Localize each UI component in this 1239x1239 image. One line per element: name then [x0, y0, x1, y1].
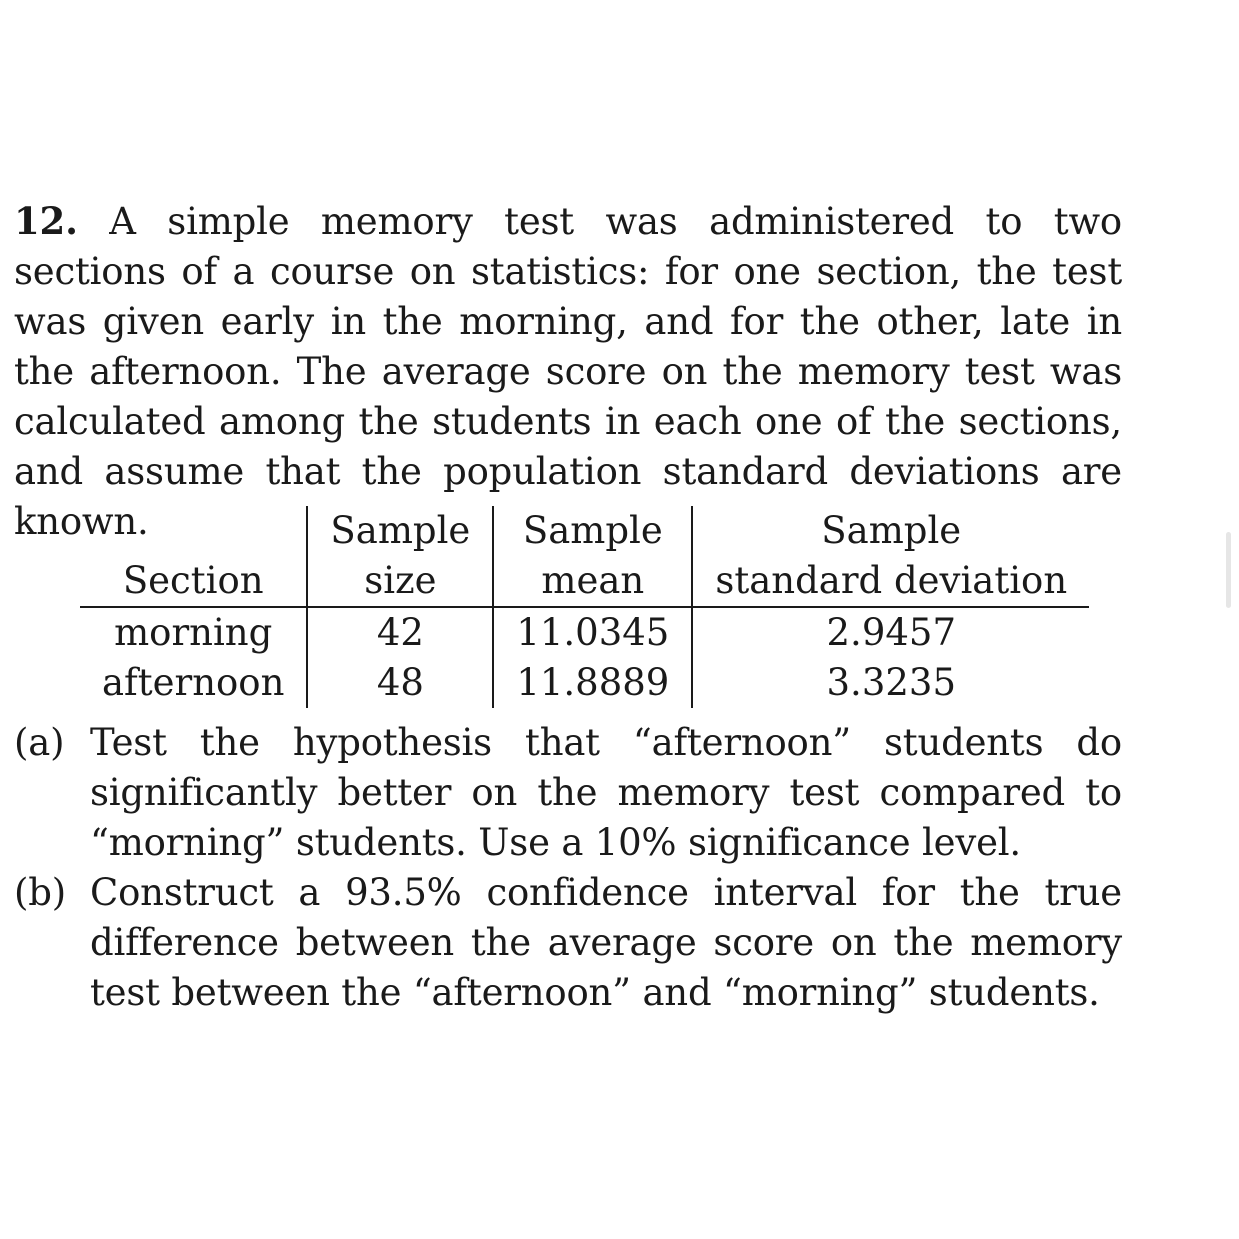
header-mean-top: Sample: [493, 506, 692, 556]
header-section-top: [80, 506, 307, 556]
header-size-top: Sample: [307, 506, 493, 556]
cell-sd: 2.9457: [692, 607, 1089, 658]
problem-number: 12.: [14, 199, 78, 243]
part-a-label: (a): [14, 721, 65, 764]
part-b-label: (b): [14, 871, 66, 914]
cell-section: afternoon: [102, 661, 285, 704]
table-header-row-bottom: [80, 556, 1089, 607]
part-a-text: Test the hypothesis that “afternoon” students do significantly better on the memory test compared to “morning” students. Use a 10% significance level.: [90, 721, 1122, 864]
scroll-indicator[interactable]: [1226, 532, 1231, 608]
header-mean: mean: [493, 556, 692, 607]
cell-section: morning: [114, 611, 273, 654]
problem-statement: [14, 196, 1122, 547]
header-sd: standard deviation: [692, 556, 1089, 607]
problem-text: A simple memory test was administered to two sections of a course on statistics: for one section, the test was given early in the morning, and for the other, late in the afternoon. The average score on the memory test was calculated among the students in each one of the sections, and assume that the population standard deviations are known.: [14, 200, 1122, 543]
data-table: [80, 506, 1089, 708]
part-a: [14, 718, 1122, 868]
question-parts: [14, 718, 1122, 1018]
cell-size: 48: [307, 658, 493, 708]
part-b-text: Construct a 93.5% confidence interval for the true difference between the average score on the memory test between the “afternoon” and “morning” students.: [90, 871, 1122, 1014]
cell-mean: 11.0345: [493, 607, 692, 658]
cell-size: 42: [307, 607, 493, 658]
header-section: Section: [80, 556, 307, 607]
header-size: size: [307, 556, 493, 607]
table-row: [80, 607, 1089, 658]
header-sd-top: Sample: [692, 506, 1089, 556]
cell-sd: 3.3235: [692, 658, 1089, 708]
table-row: [80, 658, 1089, 708]
table-header-row-top: [80, 506, 1089, 556]
cell-mean: 11.8889: [493, 658, 692, 708]
part-b: [14, 868, 1122, 1018]
